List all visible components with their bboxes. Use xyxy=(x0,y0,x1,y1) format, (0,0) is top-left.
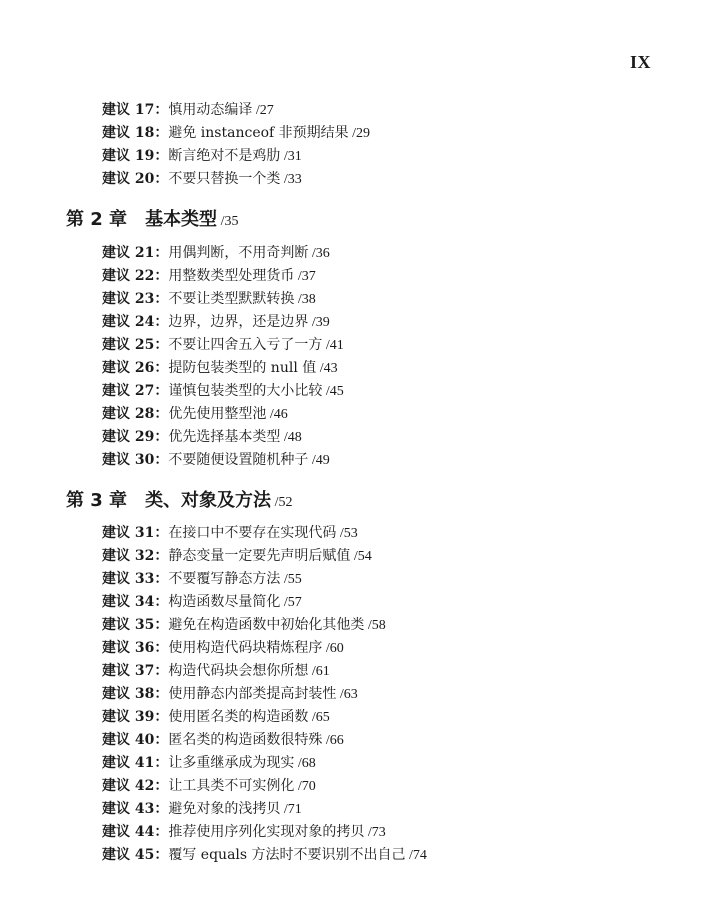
entry-page-ref: /31 xyxy=(280,149,302,164)
entry-title: 在接口中不要存在实现代码 xyxy=(168,525,337,541)
entry-page-ref: /33 xyxy=(280,172,302,187)
entry-title: 用偶判断，不用奇判断 xyxy=(168,245,309,261)
entry-title: 边界，边界，还是边界 xyxy=(168,314,309,330)
chapter-label: 第 3 章 xyxy=(66,490,128,511)
entry-title: 避免对象的浅拷贝 xyxy=(168,801,281,817)
entry-label: 建议 19： xyxy=(102,148,169,164)
entry-label: 建议 17： xyxy=(102,102,169,118)
entry-title: 推荐使用序列化实现对象的拷贝 xyxy=(168,824,365,840)
chapter-title: 基本类型 xyxy=(145,209,218,230)
entry-title: 不要随便设置随机种子 xyxy=(168,452,309,468)
entry-title: 慎用动态编译 xyxy=(168,102,253,118)
entry-page-ref: /49 xyxy=(308,453,330,468)
entry-title: 不要覆写静态方法 xyxy=(168,571,281,587)
entry-title: 谨慎包装类型的大小比较 xyxy=(168,383,323,399)
entry-page-ref: /41 xyxy=(322,338,344,353)
toc-entry xyxy=(102,547,372,566)
toc-entry xyxy=(102,846,427,865)
entry-label: 建议 23： xyxy=(102,291,169,307)
entry-page-ref: /55 xyxy=(280,572,302,587)
entry-page-ref: /58 xyxy=(364,618,386,633)
toc-entry xyxy=(102,382,344,401)
toc-entry xyxy=(102,244,330,263)
chapter-label: 第 2 章 xyxy=(66,209,128,230)
entry-label: 建议 44： xyxy=(102,824,169,840)
entry-page-ref: /68 xyxy=(294,756,316,771)
toc-entry xyxy=(102,616,386,635)
entry-label: 建议 21： xyxy=(102,245,169,261)
toc-entry xyxy=(102,170,302,189)
entry-label: 建议 30： xyxy=(102,452,169,468)
entry-label: 建议 32： xyxy=(102,548,169,564)
entry-page-ref: /65 xyxy=(308,710,330,725)
entry-label: 建议 22： xyxy=(102,268,169,284)
entry-title: 让多重继承成为现实 xyxy=(168,755,295,771)
entry-title: 静态变量一定要先声明后赋值 xyxy=(168,548,351,564)
toc-entry xyxy=(102,708,330,727)
entry-page-ref: /71 xyxy=(280,802,302,817)
entry-title: 覆写 equals 方法时不要识别不出自己 xyxy=(168,847,406,863)
entry-page-ref: /63 xyxy=(336,687,358,702)
entry-page-ref: /46 xyxy=(266,407,288,422)
entry-label: 建议 39： xyxy=(102,709,169,725)
entry-page-ref: /45 xyxy=(322,384,344,399)
entry-title: 避免 instanceof 非预期结果 xyxy=(168,125,349,141)
toc-entry xyxy=(102,685,358,704)
entry-label: 建议 45： xyxy=(102,847,169,863)
toc-entry xyxy=(102,147,302,166)
entry-label: 建议 38： xyxy=(102,686,169,702)
entry-label: 建议 33： xyxy=(102,571,169,587)
toc-entry xyxy=(102,405,288,424)
chapter-page-ref: /35 xyxy=(217,214,239,229)
entry-label: 建议 27： xyxy=(102,383,169,399)
entry-label: 建议 31： xyxy=(102,525,169,541)
entry-page-ref: /66 xyxy=(322,733,344,748)
toc-entry xyxy=(102,336,344,355)
entry-page-ref: /43 xyxy=(316,361,338,376)
toc-entry xyxy=(102,800,302,819)
entry-label: 建议 41： xyxy=(102,755,169,771)
entry-title: 使用构造代码块精炼程序 xyxy=(168,640,323,656)
entry-page-ref: /70 xyxy=(294,779,316,794)
entry-page-ref: /36 xyxy=(308,246,330,261)
toc-entry xyxy=(102,359,338,378)
entry-label: 建议 26： xyxy=(102,360,169,376)
entry-title: 避免在构造函数中初始化其他类 xyxy=(168,617,365,633)
entry-title: 让工具类不可实例化 xyxy=(168,778,295,794)
entry-label: 建议 18： xyxy=(102,125,169,141)
page-number: IX xyxy=(629,52,651,72)
chapter-page-ref: /52 xyxy=(271,495,293,510)
chapter-title: 类、对象及方法 xyxy=(145,490,272,511)
entry-title: 不要让类型默默转换 xyxy=(168,291,295,307)
entry-label: 建议 43： xyxy=(102,801,169,817)
toc-entry xyxy=(102,731,344,750)
entry-label: 建议 40： xyxy=(102,732,169,748)
entry-page-ref: /53 xyxy=(336,526,358,541)
toc-entry xyxy=(102,451,330,470)
entry-page-ref: /27 xyxy=(252,103,274,118)
entry-title: 用整数类型处理货币 xyxy=(168,268,295,284)
entry-label: 建议 37： xyxy=(102,663,169,679)
entry-page-ref: /57 xyxy=(280,595,302,610)
chapter-heading xyxy=(66,490,292,514)
toc-entry xyxy=(102,428,302,447)
toc-entry xyxy=(102,823,386,842)
entry-title: 构造函数尽量简化 xyxy=(168,594,281,610)
toc-entry xyxy=(102,777,316,796)
entry-page-ref: /73 xyxy=(364,825,386,840)
entry-page-ref: /39 xyxy=(308,315,330,330)
toc-entry xyxy=(102,639,344,658)
entry-page-ref: /74 xyxy=(405,848,427,863)
toc-entry xyxy=(102,101,274,120)
toc-entry xyxy=(102,570,302,589)
entry-title: 优先使用整型池 xyxy=(168,406,267,422)
entry-title: 使用匿名类的构造函数 xyxy=(168,709,309,725)
entry-label: 建议 25： xyxy=(102,337,169,353)
entry-title: 断言绝对不是鸡肋 xyxy=(168,148,281,164)
entry-page-ref: /37 xyxy=(294,269,316,284)
entry-label: 建议 34： xyxy=(102,594,169,610)
toc-entry xyxy=(102,313,330,332)
entry-title: 不要只替换一个类 xyxy=(168,171,281,187)
entry-page-ref: /54 xyxy=(350,549,372,564)
entry-label: 建议 35： xyxy=(102,617,169,633)
entry-page-ref: /48 xyxy=(280,430,302,445)
entry-label: 建议 24： xyxy=(102,314,169,330)
toc-entry xyxy=(102,662,330,681)
entry-label: 建议 20： xyxy=(102,171,169,187)
toc-entry xyxy=(102,290,316,309)
toc-entry xyxy=(102,524,358,543)
entry-page-ref: /60 xyxy=(322,641,344,656)
entry-title: 提防包装类型的 null 值 xyxy=(168,360,317,376)
entry-title: 构造代码块会想你所想 xyxy=(168,663,309,679)
entry-page-ref: /38 xyxy=(294,292,316,307)
entry-page-ref: /29 xyxy=(348,126,371,141)
entry-title: 不要让四舍五入亏了一方 xyxy=(168,337,323,353)
entry-page-ref: /61 xyxy=(308,664,330,679)
entry-label: 建议 29： xyxy=(102,429,169,445)
entry-label: 建议 28： xyxy=(102,406,169,422)
chapter-heading xyxy=(66,209,238,233)
entry-title: 优先选择基本类型 xyxy=(168,429,281,445)
entry-title: 匿名类的构造函数很特殊 xyxy=(168,732,323,748)
toc-entry xyxy=(102,593,302,612)
toc-entry xyxy=(102,267,316,286)
toc-entry xyxy=(102,124,370,143)
entry-label: 建议 42： xyxy=(102,778,169,794)
entry-label: 建议 36： xyxy=(102,640,169,656)
toc-entry xyxy=(102,754,316,773)
entry-title: 使用静态内部类提高封装性 xyxy=(168,686,337,702)
